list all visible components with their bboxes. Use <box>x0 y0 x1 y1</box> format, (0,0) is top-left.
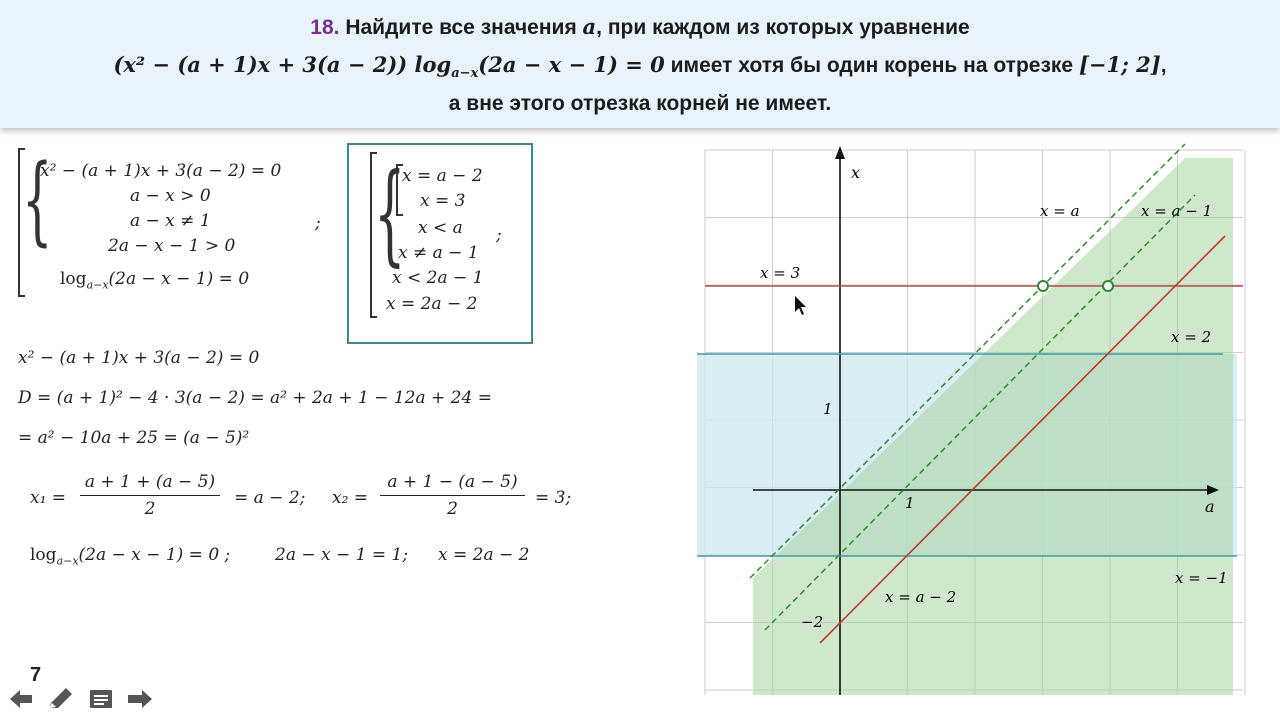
solution-graph <box>695 140 1255 710</box>
pencil-icon <box>50 688 72 708</box>
label-xa: x = a <box>1040 202 1080 220</box>
label-xa1: x = a − 1 <box>1141 202 1213 220</box>
boxed-r1: x = a − 2 <box>402 166 483 186</box>
sys-eq-4: 2a − x − 1 > 0 <box>108 236 236 256</box>
log-root: x = 2a − 2 <box>438 545 530 565</box>
x2-fraction-bar <box>380 495 525 496</box>
x1-denominator: 2 <box>144 499 156 519</box>
x1-fraction <box>80 472 220 519</box>
axis-label-a: a <box>1205 497 1215 516</box>
x1-fraction-bar <box>80 495 220 496</box>
discriminant-result: = a² − 10a + 25 = (a − 5)² <box>18 428 250 448</box>
x2-denominator: 2 <box>447 499 458 519</box>
log-equation: $\log_{a-x}(2a - x - 1) = 0$ ; <box>30 545 231 568</box>
header-equation: (x² − (a + 1)x + 3(a − 2)) log <box>113 52 452 77</box>
sys-eq-5: $\log_{a-x}(2a - x - 1) = 0$ <box>60 269 250 292</box>
header-log-base: a−x <box>451 66 479 82</box>
boxed-separator: ; <box>496 225 502 245</box>
y-axis-arrow-icon <box>835 146 845 159</box>
boxed-r4: x ≠ a − 1 <box>398 243 479 263</box>
header-var-a: a <box>582 14 597 39</box>
tick-1-x: 1 <box>905 494 915 512</box>
sys-left-separator: ; <box>315 213 321 233</box>
excluded-point-1 <box>1038 281 1048 291</box>
problem-number: 18. <box>310 16 340 39</box>
log-argument-eq: 2a − x − 1 = 1; <box>275 545 409 565</box>
discriminant-line: D = (a + 1)² − 4 · 3(a − 2) = a² + 2a + 1 − 12a + 24 = <box>18 388 492 408</box>
boxed-r3: x < a <box>418 218 463 238</box>
x2-label: x₂ = <box>332 488 369 508</box>
boxed-r2: x = 3 <box>420 191 466 211</box>
header-text-1: Найдите все значения <box>345 16 577 39</box>
header-equation-tail: (2a − x − 1) = 0 <box>478 52 665 77</box>
arrow-right-icon <box>128 690 152 708</box>
header-text-3: а вне этого отрезка корней не имеет. <box>448 92 832 115</box>
header-text-1b: , при каждом из которых уравнение <box>596 16 970 39</box>
header-line-2 <box>0 52 1280 81</box>
boxed-curly-brace: { <box>374 149 406 277</box>
x1-label: x₁ = <box>30 488 67 508</box>
boxed-r6: x = 2a − 2 <box>386 294 478 314</box>
tick-1-y: 1 <box>823 400 833 418</box>
header-interval: [−1; 2] <box>1078 52 1161 77</box>
x1-result: = a − 2; <box>234 488 306 508</box>
sys-eq-3: a − x ≠ 1 <box>130 211 211 231</box>
boxed-r5: x < 2a − 1 <box>392 268 484 288</box>
label-x3: x = 3 <box>760 264 801 282</box>
next-slide-button[interactable] <box>126 686 154 712</box>
pen-tool-button[interactable] <box>46 686 74 712</box>
tick-m2-y: −2 <box>801 613 824 631</box>
sys-eq-2: a − x > 0 <box>130 186 211 206</box>
solution-line-1: x² − (a + 1)x + 3(a − 2) = 0 <box>18 348 260 368</box>
task-header <box>0 0 1280 128</box>
left-curly-brace: { <box>22 144 53 256</box>
notes-button[interactable] <box>88 686 114 712</box>
header-line-1 <box>0 14 1280 40</box>
page-number: 7 <box>30 664 42 686</box>
prev-slide-button[interactable] <box>8 686 34 712</box>
x2-fraction <box>380 472 525 519</box>
sys-eq-1: x² − (a + 1)x + 3(a − 2) = 0 <box>40 161 282 181</box>
header-text-2: имеет хотя бы один корень на отрезке <box>670 54 1074 77</box>
notes-icon <box>90 690 112 708</box>
header-comma: , <box>1160 54 1167 77</box>
label-xm1: x = −1 <box>1175 569 1228 587</box>
x2-numerator: a + 1 − (a − 5) <box>387 472 518 492</box>
label-x2: x = 2 <box>1171 328 1212 346</box>
label-xa2: x = a − 2 <box>885 588 957 606</box>
x1-numerator: a + 1 + (a − 5) <box>84 472 216 492</box>
x2-result: = 3; <box>535 488 572 508</box>
excluded-point-2 <box>1103 281 1113 291</box>
header-line-3 <box>0 92 1280 116</box>
mouse-cursor-icon <box>795 296 806 315</box>
arrow-left-icon <box>10 690 32 708</box>
axis-label-x: x <box>851 163 861 182</box>
